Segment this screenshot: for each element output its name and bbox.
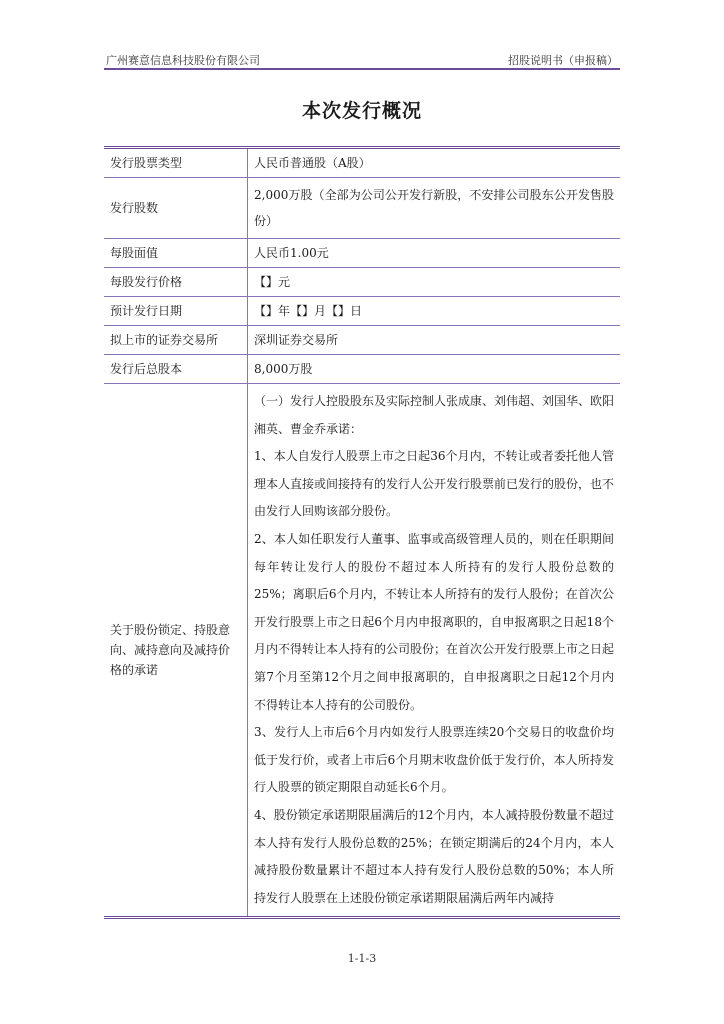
row-label: 每股面值 (104, 239, 248, 267)
header-divider (104, 68, 620, 70)
row-value: 【】年【】月【】日 (254, 304, 363, 318)
row-label: 发行后总股本 (104, 355, 248, 383)
commitment-paragraph: 3、发行人上市后6个月内如发行人股票连续20个交易日的收盘价均低于发行价，或者上市后6个月期末收盘价低于发行价，本人所持发行人股票的锁定期限自动延长6个月。 (254, 725, 614, 795)
row-label: 发行股票类型 (104, 149, 248, 177)
table-row (104, 178, 620, 239)
row-value: 人民币1.00元 (254, 246, 329, 260)
row-value (248, 178, 620, 238)
table-row (104, 326, 620, 355)
row-label: 发行股数 (104, 178, 248, 238)
row-value: 8,000万股 (254, 362, 313, 376)
row-label: 关于股份锁定、持股意向、减持意向及减持价格的承诺 (104, 384, 248, 916)
row-value: 人民币普通股（A股） (254, 156, 371, 170)
table-row (104, 355, 620, 384)
commitment-paragraph: 4、股份锁定承诺期限届满后的12个月内，本人减持股份数量不超过本人持有发行人股份总数的25%；在锁定期满后的24个月内，本人减持股份数量累计不超过本人持有发行人股份总数的50%；本人所持发行人股票在上述股份锁定承诺期限届满后两年内减持 (254, 807, 614, 905)
table-row (104, 268, 620, 297)
page-title: 本次发行概况 (301, 100, 422, 122)
commitment-paragraph: 2、本人如任职发行人董事、监事或高级管理人员的，则在任职期间每年转让发行人的股份不超过本人所持有的发行人股份总数的25%；离职后6个月内，不转让本人所持有的发行人股份；在首次公开发行股票上市之日起6个月内申报离职的，自申报离职之日起18个月内不得转让本人持有的公司股份；在首次公开发行股票上市之日起第7个月至第12个月之间申报离职的，自申报离职之日起12个月内不得转让本人持有的公司股份。 (254, 531, 615, 712)
table-row (104, 297, 620, 326)
row-label: 预计发行日期 (104, 297, 248, 325)
row-label: 拟上市的证券交易所 (104, 326, 248, 354)
row-value: 【】元 (254, 275, 291, 289)
offering-summary-table (104, 146, 620, 919)
table-row (104, 239, 620, 268)
row-value: 深圳证券交易所 (254, 333, 339, 347)
table-row (104, 384, 620, 919)
table-row (104, 149, 620, 178)
row-value-text: 2,000万股（全部为公司公开发行新股，不安排公司股东公开发售股份） (254, 188, 614, 228)
commitment-paragraph: （一）发行人控股股东及实际控制人张成康、刘伟超、刘国华、欧阳湘英、曹金乔承诺： (254, 394, 615, 436)
row-label: 每股发行价格 (104, 268, 248, 296)
row-value (248, 384, 620, 916)
header-doc-type: 招股说明书（申报稿） (508, 54, 618, 67)
page-number: 1-1-3 (347, 952, 377, 965)
header-company: 广州赛意信息科技股份有限公司 (106, 54, 260, 67)
commitment-paragraph: 1、本人自发行人股票上市之日起36个月内，不转让或者委托他人管理本人直接或间接持有的发行人公开发行股票前已发行的股份，也不由发行人回购该部分股份。 (254, 449, 615, 519)
page-header (104, 50, 620, 70)
